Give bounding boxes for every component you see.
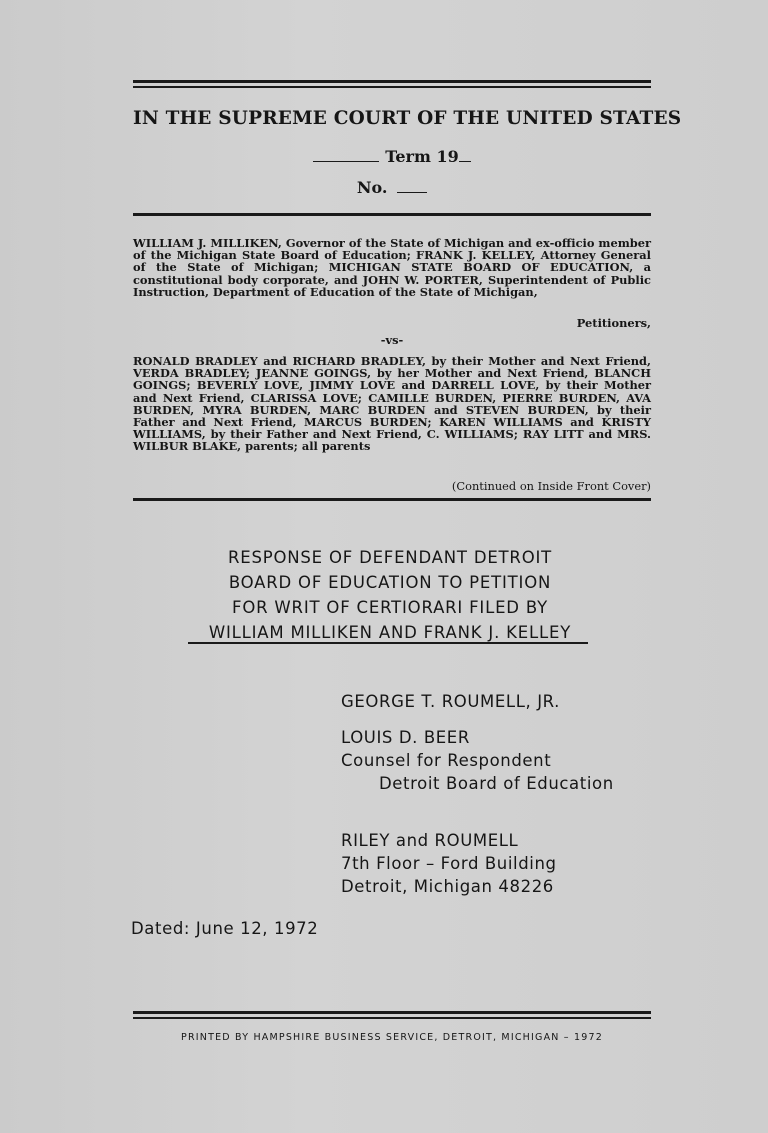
court-title: IN THE SUPREME COURT OF THE UNITED STATES [133,108,682,129]
firm-address-2: Detroit, Michigan 48226 [341,877,554,896]
top-rule-thin [133,86,651,88]
response-line: RESPONSE OF DEFENDANT DETROIT [227,548,553,567]
response-line: FOR WRIT OF CERTIORARI FILED BY [232,598,548,617]
firm-address-1: 7th Floor – Ford Building [341,854,557,873]
dated-line: Dated: June 12, 1972 [131,919,319,938]
term-year-blank [459,161,471,162]
term-label: Term 19 [385,147,459,166]
no-blank [397,192,427,193]
counsel-org: Detroit Board of Education [379,774,614,793]
firm-block [341,829,557,898]
respondents-text: RONALD BRADLEY and RICHARD BRADLEY, by their Mother and Next Friend, VERDA BRADLEY; JEANNE GOINGS, by her Mother and Next Friend, BLANCH GOINGS; BEVERLY LOVE, JIMMY LOVE and DARRELL LOVE, by their Mother and Next Friend, CLARISSA LOVE; CAMILLE BURDEN, PIERRE BURDEN, AVA BURDEN, MYRA BURDEN, MARC BURDEN and STEVEN BURDEN, by their Father and Next Friend, MARCUS BURDEN; KAREN WILLIAMS and KRISTY WILLIAMS, by their Father and Next Friend, C. WILLIAMS; RAY LITT and MRS. WILBUR BLAKE, parents; all parents [133,354,651,454]
petitioners-label: Petitioners, [576,316,651,330]
counsel-role: Counsel for Respondent [341,751,552,770]
docket-number-line [133,178,651,197]
continued-note: (Continued on Inside Front Cover) [451,479,651,493]
response-line: BOARD OF EDUCATION TO PETITION [228,573,552,592]
counsel-name-2: LOUIS D. BEER [341,728,470,747]
counsel-name-1: GEORGE T. ROUMELL, JR. [341,692,560,711]
respondents-block [133,355,651,453]
printer-footer: PRINTED BY HAMPSHIRE BUSINESS SERVICE, DETROIT, MICHIGAN – 1972 [181,1032,603,1043]
footer-rule-thick [133,1011,651,1014]
petitioners-text: WILLIAM J. MILLIKEN, Governor of the State of Michigan and ex-officio member of the Michigan State Board of Education; FRANK J. KELLEY, Attorney General of the State of Michigan; MICHIGAN STATE BOARD OF EDUCATION, a constitutional body corporate, and JOHN W. PORTER, Superintendent of Public Instruction, Department of Education of the State of Michigan, [133,236,651,299]
firm-name: RILEY and ROUMELL [341,831,519,850]
response-line: WILLIAM MILLIKEN AND FRANK J. KELLEY [208,623,572,642]
response-underline [188,642,588,644]
response-title [180,545,600,645]
top-rule-thick [133,80,651,83]
no-label: No. [356,178,388,197]
term-blank [313,161,379,162]
caption-rule-bottom [133,498,651,501]
petitioners-block [133,237,651,298]
footer-rule-thin [133,1017,651,1019]
term-line [133,147,651,166]
caption-rule-top [133,213,651,216]
counsel-block [341,726,614,795]
versus: -vs- [380,333,404,347]
